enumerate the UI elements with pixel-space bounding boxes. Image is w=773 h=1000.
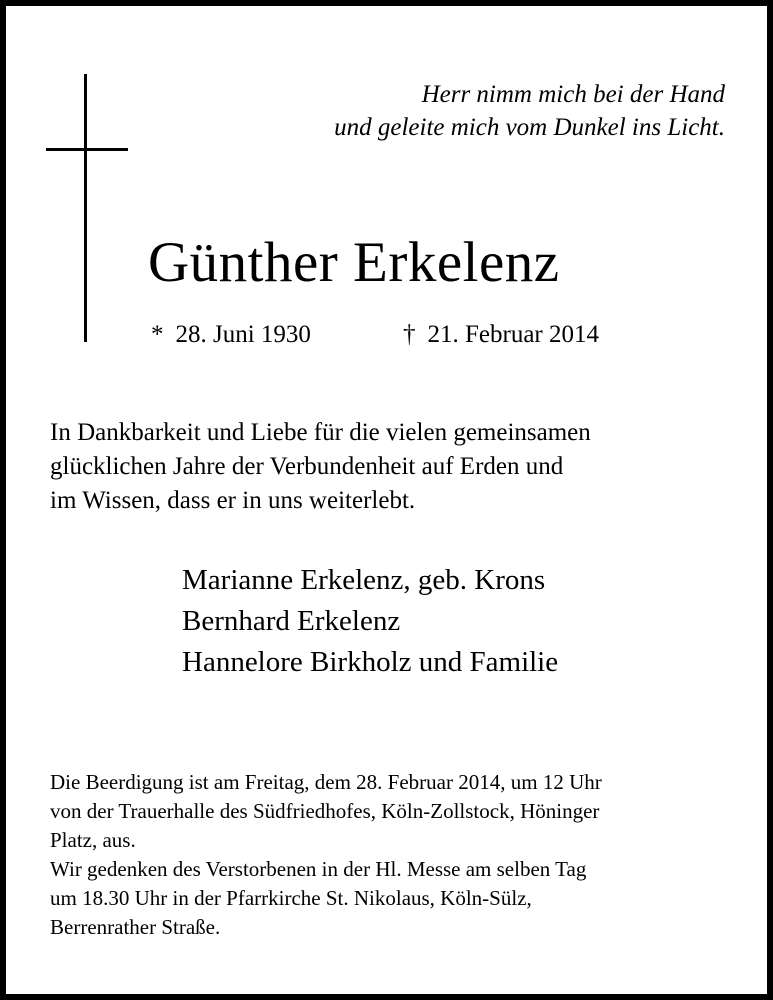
dedication-line: glücklichen Jahre der Verbundenheit auf Erden und (50, 453, 564, 480)
cross-horizontal-bar (46, 148, 128, 151)
family-member: Bernhard Erkelenz (182, 605, 401, 637)
dedication-line: im Wissen, dass er in uns weiterlebt. (50, 487, 416, 514)
funeral-info-line: Die Beerdigung ist am Freitag, dem 28. Februar 2014, um 12 Uhr (50, 770, 602, 794)
death-date (403, 318, 599, 352)
deceased-name: Günther Erkelenz (148, 231, 560, 294)
cross-vertical-bar (84, 74, 87, 342)
dedication-text (50, 416, 591, 518)
birth-symbol-icon: * (151, 321, 164, 348)
verse-line: und geleite mich vom Dunkel ins Licht. (334, 114, 725, 141)
verse-line: Herr nimm mich bei der Hand (421, 81, 725, 108)
funeral-info-line: Wir gedenken des Verstorbenen in der Hl. Messe am selben Tag (50, 857, 587, 881)
death-dagger-icon: † (403, 321, 416, 348)
funeral-info-line: von der Trauerhalle des Südfriedhofes, Köln-Zollstock, Höninger (50, 799, 600, 823)
death-date-text: 21. Februar 2014 (427, 321, 599, 348)
funeral-info (50, 768, 602, 942)
verse (334, 78, 725, 144)
birth-date-text: 28. Juni 1930 (175, 321, 311, 348)
funeral-info-line: um 18.30 Uhr in der Pfarrkirche St. Nikolaus, Köln-Sülz, (50, 886, 532, 910)
family-member: Marianne Erkelenz, geb. Krons (182, 564, 546, 596)
dedication-line: In Dankbarkeit und Liebe für die vielen gemeinsamen (50, 419, 591, 446)
funeral-info-line: Berrenrather Straße. (50, 915, 221, 939)
cross-icon (46, 74, 132, 344)
family-member: Hannelore Birkholz und Familie (182, 646, 559, 678)
family-signatories (182, 560, 558, 683)
birth-date (151, 318, 311, 352)
funeral-info-line: Platz, aus. (50, 828, 136, 852)
